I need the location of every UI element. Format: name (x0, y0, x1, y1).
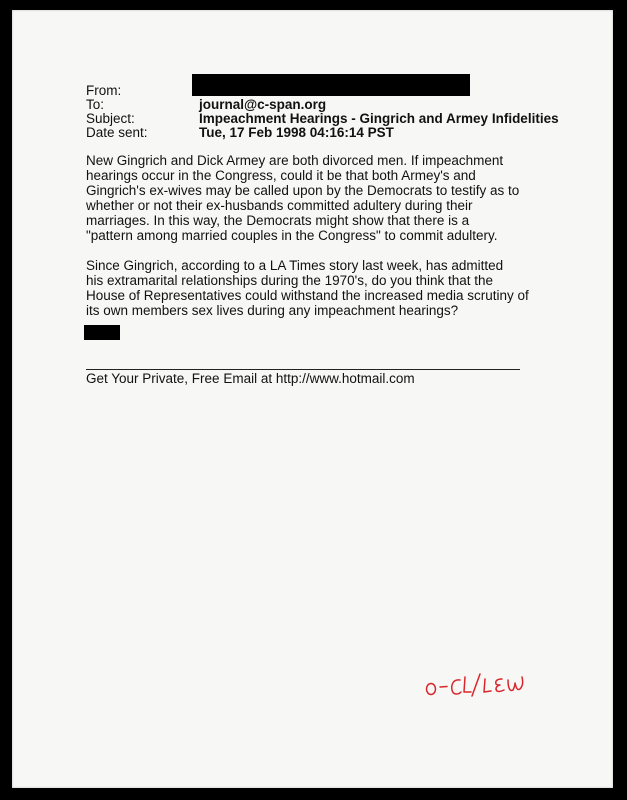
date-label: Date sent: (86, 125, 148, 140)
handwritten-annotation (422, 668, 562, 700)
body-line: Since Gingrich, according to a LA Times story last week, has admitted (86, 258, 504, 273)
body-line: House of Representatives could withstand the increased media scrutiny of (86, 288, 529, 303)
date-row (86, 126, 606, 140)
redaction-signature (84, 325, 120, 340)
subject-value: Impeachment Hearings - Gingrich and Armey Infidelities (199, 111, 559, 126)
from-label: From: (86, 83, 122, 98)
paragraph-2 (86, 258, 586, 318)
body-line: his extramarital relationships during the 1970's, do you think that the (86, 273, 494, 288)
body-line: whether or not their ex-husbands committed adultery during their (86, 198, 473, 213)
body-line: marriages. In this way, the Democrats might show that there is a (86, 213, 470, 228)
subject-label: Subject: (86, 111, 135, 126)
body-line: hearings occur in the Congress, could it be that both Armey's and (86, 168, 476, 183)
paragraph-1 (86, 153, 586, 243)
to-value: journal@c-span.org (199, 97, 327, 112)
body-line: its own members sex lives during any impeachment hearings? (86, 303, 459, 318)
redaction-from (192, 74, 470, 96)
to-row (86, 98, 606, 112)
to-label: To: (86, 97, 105, 112)
body-line: Gingrich's ex-wives may be called upon by the Democrats to testify as to (86, 183, 520, 198)
subject-row (86, 112, 606, 126)
body-line: "pattern among married couples in the Congress" to commit adultery. (86, 228, 498, 243)
footer-text: Get Your Private, Free Email at http://www.hotmail.com (86, 371, 415, 386)
date-value: Tue, 17 Feb 1998 04:16:14 PST (199, 125, 394, 140)
signature-divider (86, 369, 520, 370)
document-page (12, 10, 613, 788)
body-line: New Gingrich and Dick Armey are both divorced men. If impeachment (86, 153, 504, 168)
email-body (86, 153, 586, 333)
